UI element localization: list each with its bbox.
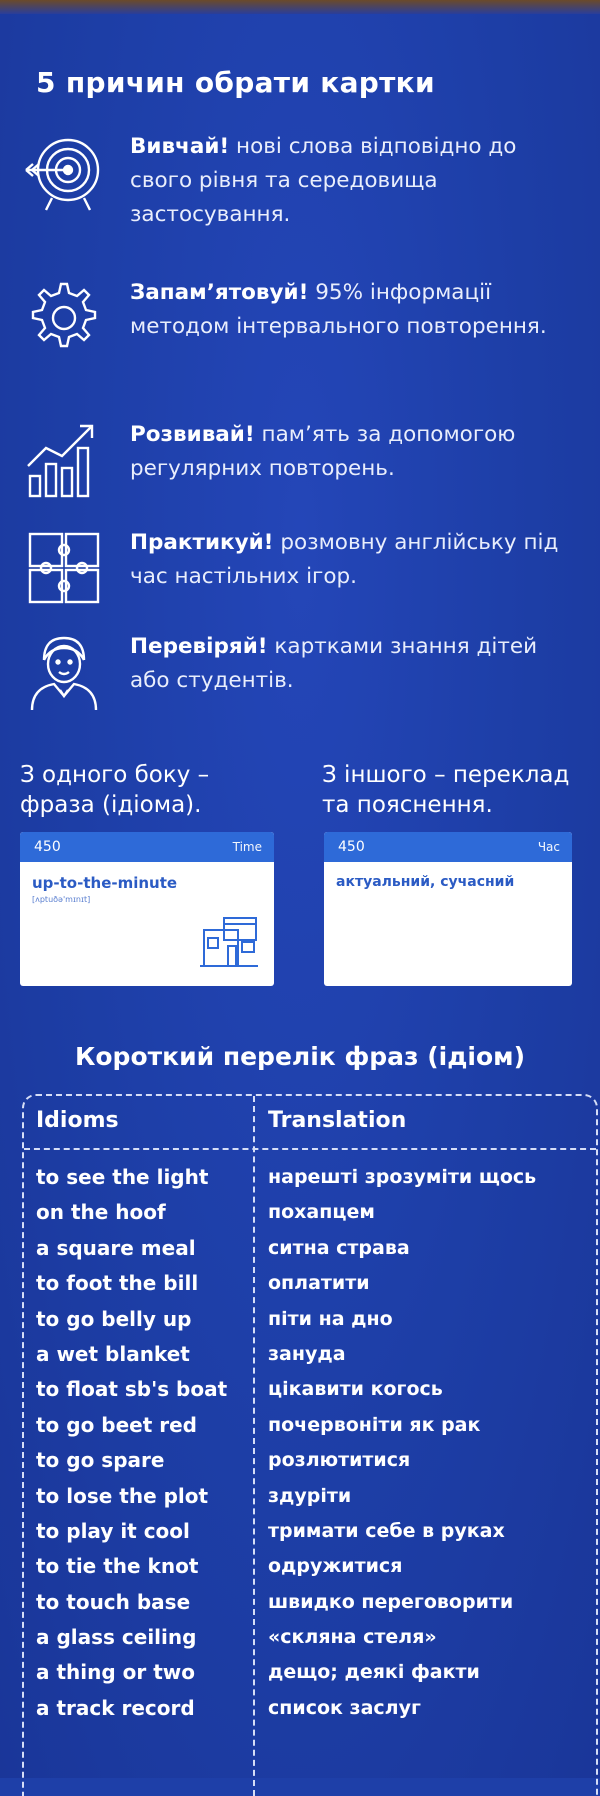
reason-bold: Практикуй! bbox=[130, 530, 274, 555]
idiom-cell: a square meal bbox=[36, 1235, 196, 1260]
idiom-cell: to go belly up bbox=[36, 1306, 192, 1331]
translation-cell: список заслуг bbox=[268, 1696, 421, 1719]
idioms-table bbox=[22, 1094, 598, 1796]
reason-text: картками знання дітей або студентів. bbox=[130, 634, 538, 693]
card-translation: актуальний, сучасний bbox=[336, 874, 515, 890]
idiom-cell: to tie the knot bbox=[36, 1554, 199, 1579]
translation-cell: нарешті зрозуміти щось bbox=[268, 1166, 537, 1188]
translation-cell: цікавити когось bbox=[268, 1378, 443, 1401]
reason-bold: Перевіряй! bbox=[130, 634, 268, 659]
target-icon bbox=[22, 130, 106, 214]
translation-cell: піти на дно bbox=[268, 1307, 393, 1330]
front-side-caption: З одного боку – фраза (ідіома). bbox=[20, 762, 210, 818]
translation-cell: тримати себе в руках bbox=[268, 1519, 505, 1542]
reason-text: розмовну англійську під час настільних ігор. bbox=[130, 530, 559, 589]
translation-cell: «скляна стеля» bbox=[268, 1626, 437, 1649]
house-icon bbox=[198, 908, 260, 970]
reason-bold: Вивчай! bbox=[130, 134, 230, 159]
idiom-cell: a track record bbox=[36, 1695, 195, 1720]
idiom-cell: to go beet red bbox=[36, 1412, 197, 1437]
idiom-cell: to touch base bbox=[36, 1589, 191, 1614]
reason-text: нові слова відповідно до свого рівня та середовища застосування. bbox=[130, 134, 517, 227]
reason-text: 95% інформації методом інтервального повторення. bbox=[130, 280, 547, 339]
idiom-cell: to foot the bill bbox=[36, 1271, 199, 1296]
idiom-cell: to see the light bbox=[36, 1165, 209, 1189]
translation-column-header: Translation bbox=[268, 1108, 407, 1133]
translation-cell: розлютитися bbox=[268, 1449, 411, 1472]
idioms-column-header: Idioms bbox=[36, 1108, 119, 1133]
translation-cell: дещо; деякі факти bbox=[268, 1661, 480, 1684]
box-top-edge bbox=[0, 0, 600, 14]
idiom-cell: a wet blanket bbox=[36, 1341, 190, 1366]
card-number: 450 bbox=[338, 839, 365, 855]
card-back bbox=[324, 832, 572, 986]
idiom-cell: on the hoof bbox=[36, 1200, 166, 1225]
translation-cell: похапцем bbox=[268, 1201, 375, 1224]
translation-cell: почервоніти як рак bbox=[268, 1413, 481, 1436]
card-transcription: [ʌptuðə'mɪnɪt] bbox=[32, 895, 91, 904]
idiom-cell: to play it cool bbox=[36, 1518, 190, 1543]
translation-cell: ситна страва bbox=[268, 1236, 410, 1259]
reason-bold: Запам’ятовуй! bbox=[130, 280, 309, 305]
card-back-header bbox=[324, 832, 572, 862]
idiom-cell: to go spare bbox=[36, 1448, 165, 1473]
idiom-cell: a glass ceiling bbox=[36, 1625, 197, 1650]
idioms-list-title: Короткий перелік фраз (ідіом) bbox=[74, 1042, 526, 1071]
card-front bbox=[20, 832, 274, 986]
gear-icon bbox=[22, 276, 106, 360]
idiom-cell: to lose the plot bbox=[36, 1483, 209, 1508]
card-category: Time bbox=[232, 840, 262, 854]
reason-text: пам’ять за допомогою регулярних повторень. bbox=[130, 422, 516, 481]
puzzle-icon bbox=[22, 526, 106, 610]
reasons-heading: 5 причин обрати картки bbox=[36, 66, 435, 99]
translation-column bbox=[268, 1160, 536, 1726]
growth-chart-icon bbox=[22, 418, 106, 502]
teacher-icon bbox=[22, 630, 106, 714]
column-divider bbox=[253, 1096, 255, 1796]
translation-cell: одружитися bbox=[268, 1555, 403, 1578]
translation-cell: оплатити bbox=[268, 1272, 370, 1295]
card-phrase: up-to-the-minute bbox=[32, 874, 178, 892]
idioms-column bbox=[36, 1160, 227, 1726]
card-front-header bbox=[20, 832, 274, 862]
translation-cell: швидко переговорити bbox=[268, 1590, 514, 1613]
header-divider bbox=[24, 1148, 596, 1150]
card-number: 450 bbox=[34, 839, 61, 855]
reason-bold: Розвивай! bbox=[130, 422, 255, 447]
card-category: Час bbox=[537, 840, 560, 854]
translation-cell: зануда bbox=[268, 1342, 346, 1365]
translation-cell: здуріти bbox=[268, 1484, 352, 1507]
back-side-caption: З іншого – переклад та пояснення. bbox=[322, 762, 570, 818]
idiom-cell: a thing or two bbox=[36, 1660, 195, 1685]
idiom-cell: to float sb's boat bbox=[36, 1377, 228, 1402]
